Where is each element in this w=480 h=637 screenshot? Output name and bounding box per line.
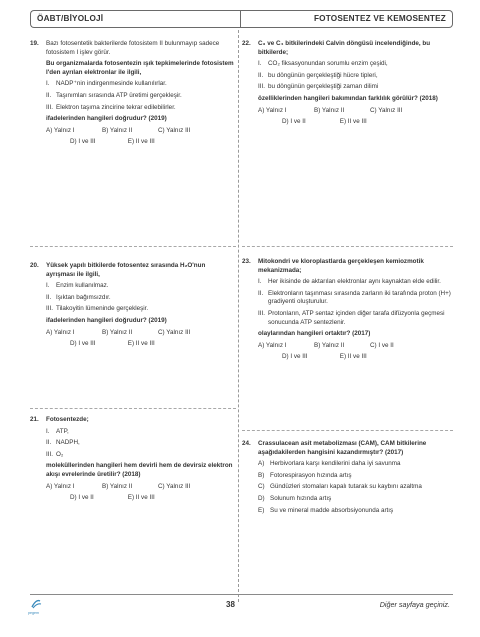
question-stem: Crassulacean asit metabolizması (CAM), CAM bitkilerine aşağıdakilerden hangisini kazandırmıştır? (2017) <box>258 440 427 456</box>
option-c[interactable]: C) Yalnız III <box>370 106 403 114</box>
header-right-title: FOTOSENTEZ VE KEMOSENTEZ <box>240 10 453 28</box>
statement-2: II. Elektronların taşınması sırasında zarların iki tarafında proton (H+) gradiyenti oluşturulur. <box>258 289 451 306</box>
right-separator-2 <box>242 430 453 431</box>
left-separator-2 <box>30 408 236 409</box>
question-stem: Yüksek yapılı bitkilerde fotosentez sırasında H₂O'nun ayrışması ile ilgili, <box>46 262 206 278</box>
statement-2: II. Işıktan bağımsızdır. <box>46 293 111 301</box>
question-stem: C₃ ve C₄ bitkilerindeki Calvin döngüsü incelendiğinde, bu bitkilerde; <box>258 40 431 56</box>
option-a[interactable]: A) Yalnız I <box>46 126 75 134</box>
right-separator-1 <box>242 246 453 247</box>
option-d[interactable]: D) I ve II <box>282 118 306 126</box>
option-e[interactable]: E) II ve III <box>127 138 155 146</box>
question-stem: Mitokondri ve kloroplastlarda gerçekleşen kemiozmotik mekanizmada; <box>258 258 424 274</box>
statement-3: III. Protonların, ATP sentaz içinden diğer tarafa difüzyonla geçmesi sonucunda ATP sentezlenir. <box>258 309 445 326</box>
statement-1: I. ATP, <box>46 427 69 435</box>
option-e[interactable]: E) II ve III <box>339 353 367 361</box>
option-d[interactable]: D) I ve III <box>282 353 308 361</box>
column-divider <box>238 30 239 602</box>
page-number: 38 <box>226 600 235 609</box>
option-d[interactable]: D) I ve III <box>70 138 96 146</box>
statement-3: III. bu döngünün gerçekleştiği zaman dilimi <box>258 83 379 91</box>
option-c[interactable]: C) Gündüzleri stomaları kapalı tutarak su kaybını azaltma <box>258 483 422 491</box>
option-e[interactable]: E) II ve III <box>127 494 155 502</box>
statement-1: I. Enzim kullanılmaz. <box>46 282 109 290</box>
question-number: 19. <box>30 40 39 47</box>
option-b[interactable]: B) Fotorespirasyon hızında artış <box>258 471 352 479</box>
statement-3: III. O₂ <box>46 450 64 458</box>
option-b[interactable]: B) Yalnız II <box>102 126 133 134</box>
next-page-note: Diğer sayfaya geçiniz. <box>379 600 450 609</box>
statement-1: I. Her ikisinde de aktarılan elektronlar aynı kaynaktan elde edilir. <box>258 278 441 286</box>
question-24 <box>242 440 453 515</box>
question-intro: Bazı fotosentetik bakterilerde fotosistem II bulunmayıp sadece fotosistem I işlev görür. <box>46 40 220 56</box>
option-a[interactable]: A) Yalnız I <box>258 106 287 114</box>
question-number: 22. <box>242 40 251 47</box>
question-stem: Fotosentezde; <box>46 416 89 423</box>
question-prompt: ifadelerinden hangileri doğrudur? (2019) <box>46 115 167 123</box>
question-stem: Bu organizmalarda fotosentezin ışık tepkimelerinde fotosistem I'den ayrılan elektronlar ile ilgili, <box>46 60 234 76</box>
left-separator-1 <box>30 246 236 247</box>
question-23 <box>242 258 453 362</box>
question-prompt: moleküllerinden hangileri hem devirli hem de devirsiz elektron akışı evrelerinde üretilir? (2018) <box>46 462 233 478</box>
option-e[interactable]: E) II ve III <box>127 340 155 348</box>
publisher-logo-icon <box>30 598 42 610</box>
statement-1: I. NADP⁺nin indirgenmesinde kullanılırlar. <box>46 80 167 88</box>
question-20 <box>30 262 236 349</box>
question-prompt: özelliklerinden hangileri bakımından farklılık görülür? (2018) <box>258 94 438 102</box>
question-number: 20. <box>30 262 39 269</box>
option-b[interactable]: B) Yalnız II <box>102 482 133 490</box>
option-b[interactable]: B) Yalnız II <box>314 106 345 114</box>
statement-3: III. Elektron taşıma zincirine tekrar edilebilirler. <box>46 103 176 111</box>
option-a[interactable]: A) Herbivorlara karşı kendilerini daha iyi savunma <box>258 460 401 468</box>
option-d[interactable]: D) Solunum hızında artış <box>258 494 332 502</box>
option-c[interactable]: C) Yalnız III <box>158 328 191 336</box>
question-22 <box>242 40 453 127</box>
statement-2: II. bu döngünün gerçekleştiği hücre tipleri, <box>258 71 378 79</box>
statement-3: III. Tilakoyitin lümeninde gerçekleşir. <box>46 305 149 313</box>
option-c[interactable]: C) Yalnız III <box>158 126 191 134</box>
statement-2: II. Taşınımları sırasında ATP üretimi gerçekleşir. <box>46 91 182 99</box>
option-a[interactable]: A) Yalnız I <box>46 482 75 490</box>
question-21 <box>30 416 236 503</box>
question-prompt: ifadelerinden hangileri doğrudur? (2019) <box>46 316 167 324</box>
option-c[interactable]: C) I ve II <box>370 341 394 349</box>
option-b[interactable]: B) Yalnız II <box>314 341 345 349</box>
question-number: 21. <box>30 416 39 423</box>
header-divider <box>240 10 241 28</box>
option-d[interactable]: D) I ve II <box>70 494 94 502</box>
footer-rule <box>30 594 453 595</box>
option-a[interactable]: A) Yalnız I <box>258 341 287 349</box>
option-a[interactable]: A) Yalnız I <box>46 328 75 336</box>
question-number: 24. <box>242 440 251 447</box>
option-d[interactable]: D) I ve III <box>70 340 96 348</box>
option-b[interactable]: B) Yalnız II <box>102 328 133 336</box>
question-19 <box>30 40 236 147</box>
header-left-title: ÖABT/BİYOLOJİ <box>30 10 240 28</box>
option-e[interactable]: E) II ve III <box>339 118 367 126</box>
publisher-logo-text: pegem <box>28 611 39 615</box>
statement-1: I. CO₂ fiksasyonundan sorumlu enzim çeşidi, <box>258 60 388 68</box>
question-prompt: olaylarından hangileri ortaktır? (2017) <box>258 330 371 338</box>
question-number: 23. <box>242 258 251 265</box>
statement-2: II. NADPH, <box>46 439 80 447</box>
option-c[interactable]: C) Yalnız III <box>158 482 191 490</box>
option-e[interactable]: E) Su ve mineral madde absorbsiyonunda artış <box>258 506 394 514</box>
